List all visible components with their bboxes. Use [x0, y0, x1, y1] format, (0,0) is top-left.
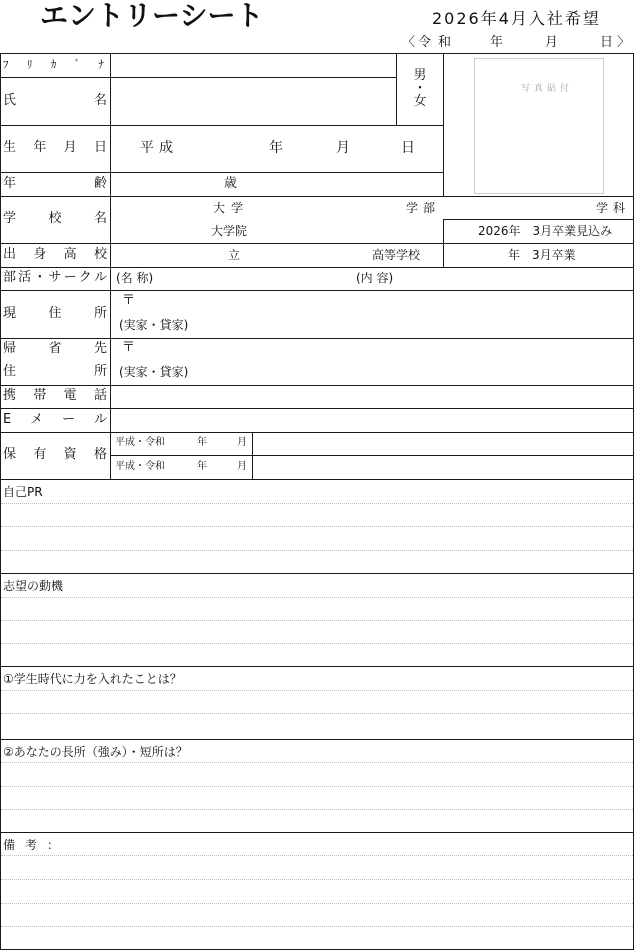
club-content: (内 容)	[356, 271, 394, 285]
grid-line-h	[0, 949, 634, 950]
label-char: 活	[18, 270, 32, 285]
label-char: ー	[63, 270, 77, 285]
label-char: 年	[33, 140, 47, 155]
date-year: 年	[490, 35, 504, 50]
mobile-label	[3, 388, 107, 404]
label-char: 高	[63, 247, 77, 262]
grid-line-h	[0, 432, 634, 433]
writing-guide-line	[1, 713, 633, 714]
remarks-section	[1, 832, 633, 949]
label-char: 所	[93, 306, 107, 321]
label-char: 電	[63, 388, 77, 403]
grid-line-h	[0, 196, 634, 197]
gender-male: 男	[413, 68, 427, 83]
age-unit: 歳	[224, 176, 238, 191]
date-day: 日	[600, 35, 614, 50]
mobile-field	[111, 386, 633, 408]
writing-guide-line	[1, 503, 633, 504]
writing-guide-line	[1, 903, 633, 904]
label-char: 学	[3, 211, 17, 226]
writing-guide-line	[1, 855, 633, 856]
label-char: 月	[63, 140, 77, 155]
date-era: 令和	[418, 35, 459, 50]
label-char: 氏	[3, 93, 17, 108]
email-field	[111, 409, 633, 432]
home-address-label-line2	[3, 364, 107, 380]
grid-line-h	[0, 125, 443, 126]
student-life-section	[1, 666, 633, 739]
label-char: 身	[33, 247, 47, 262]
label-char: 住	[3, 364, 17, 379]
label-char: ﾅ	[98, 58, 104, 71]
label-char: 出	[3, 247, 17, 262]
school-label	[3, 211, 107, 227]
age-label	[3, 176, 107, 192]
label-char: E	[3, 412, 12, 427]
label-char: ー	[62, 412, 76, 427]
label-char: ル	[93, 412, 107, 427]
label-char: 現	[3, 306, 17, 321]
grid-line-h	[0, 243, 634, 244]
motivation-section	[1, 573, 633, 666]
name-label	[3, 93, 107, 109]
date-month: 月	[545, 35, 559, 50]
birthdate-era: 平成	[140, 140, 178, 156]
writing-guide-line	[1, 926, 633, 927]
grid-line-h	[0, 338, 634, 339]
club-label	[3, 270, 107, 286]
label-char: 省	[48, 341, 62, 356]
photo-label: 写真貼付	[521, 84, 574, 94]
birthdate-day: 日	[401, 140, 415, 156]
self-pr-title: 自己PR	[3, 485, 43, 499]
gender-female: 女	[413, 94, 427, 109]
label-char: 先	[93, 341, 107, 356]
label-char: 保	[3, 447, 17, 462]
label-char: ﾞ	[74, 58, 81, 71]
label-char: ・	[33, 270, 47, 285]
label-char: 有	[33, 447, 47, 462]
label-char: 部	[3, 270, 17, 285]
strengths-weaknesses-section	[1, 739, 633, 832]
school-graduation: 2026年 3月卒業見込み	[478, 224, 613, 238]
photo-box	[474, 58, 604, 194]
grid-line-v	[443, 219, 444, 267]
date-close-bracket: 〉	[617, 35, 631, 50]
label-char: 名	[93, 93, 107, 108]
label-char: 帯	[33, 388, 47, 403]
writing-guide-line	[1, 762, 633, 763]
label-char: ﾌ	[3, 58, 9, 71]
grid-line-h	[443, 219, 634, 220]
qualification-month: 月	[237, 461, 247, 472]
name-field	[111, 78, 396, 125]
writing-guide-line	[1, 690, 633, 691]
motivation-title: 志望の動機	[3, 579, 64, 593]
label-char: 住	[48, 306, 62, 321]
label-char: サ	[48, 270, 62, 285]
qualification-month: 月	[237, 437, 247, 448]
qualification-year: 年	[197, 437, 207, 448]
address-label	[3, 306, 107, 322]
grid-line-h	[0, 172, 443, 173]
label-char: 資	[63, 447, 77, 462]
writing-guide-line	[1, 526, 633, 527]
grid-line-v	[633, 53, 634, 950]
label-char: 齢	[93, 176, 107, 191]
writing-guide-line	[1, 597, 633, 598]
remarks-title: 備考：	[3, 838, 70, 852]
label-char: 年	[3, 176, 17, 191]
label-char: 校	[48, 211, 62, 226]
qualifications-label	[3, 447, 107, 463]
school-department: 学科	[596, 201, 631, 215]
writing-guide-line	[1, 643, 633, 644]
high-school-graduation: 年 3月卒業	[508, 248, 576, 262]
label-char: ｶ	[50, 58, 57, 71]
hire-target: 2026年4月入社希望	[432, 9, 601, 28]
label-char: 話	[93, 388, 107, 403]
grid-line-v	[443, 53, 444, 196]
label-char: 格	[93, 447, 107, 462]
birthdate-month: 月	[336, 140, 350, 156]
student-life-title: ①学生時代に力を入れたことは？	[3, 672, 182, 686]
gender-separator: ・	[413, 81, 427, 96]
home-address-type: (実家・貸家)	[119, 365, 189, 379]
writing-guide-line	[1, 879, 633, 880]
label-char: メ	[30, 412, 44, 427]
furigana-label	[3, 58, 104, 72]
school-university: 大学	[213, 201, 250, 215]
high-school-prefix: 立	[228, 248, 241, 262]
school-graduate-school: 大学院	[211, 224, 248, 238]
birthdate-label	[3, 140, 107, 156]
qualification-year: 年	[197, 461, 207, 472]
high-school-suffix: 高等学校	[372, 248, 421, 262]
grid-line-h	[0, 267, 634, 268]
email-label	[3, 412, 107, 428]
writing-guide-line	[1, 550, 633, 551]
writing-guide-line	[1, 809, 633, 810]
qualification-era: 平成・令和	[115, 461, 165, 472]
address-type: (実家・貸家)	[119, 318, 189, 332]
writing-guide-line	[1, 620, 633, 621]
grid-line-h	[0, 290, 634, 291]
label-char: ル	[93, 270, 107, 285]
label-char: 生	[3, 140, 17, 155]
label-char: 携	[3, 388, 17, 403]
self-pr-section	[1, 479, 633, 573]
home-address-postal-mark: 〒	[122, 340, 136, 355]
grid-line-h	[110, 455, 634, 456]
strengths-weaknesses-title: ②あなたの長所（強み）・短所は？	[3, 745, 188, 759]
label-char: 校	[93, 247, 107, 262]
grid-line-v	[252, 432, 253, 479]
date-open-bracket: 〈	[402, 35, 416, 50]
high-school-label	[3, 247, 107, 263]
address-postal-mark: 〒	[122, 293, 136, 308]
label-char: 名	[93, 211, 107, 226]
label-char: 帰	[3, 341, 17, 356]
label-char: ﾘ	[26, 58, 33, 71]
qualification-era: 平成・令和	[115, 437, 165, 448]
page-title: エントリーシート	[40, 0, 264, 32]
school-faculty: 学部	[406, 201, 441, 215]
club-name: (名 称)	[116, 271, 154, 285]
furigana-field	[111, 54, 396, 77]
birthdate-year: 年	[269, 140, 283, 156]
label-char: 所	[93, 364, 107, 379]
label-char: 日	[93, 140, 107, 155]
writing-guide-line	[1, 786, 633, 787]
home-address-label-line1	[3, 341, 107, 357]
label-char: ク	[78, 270, 92, 285]
